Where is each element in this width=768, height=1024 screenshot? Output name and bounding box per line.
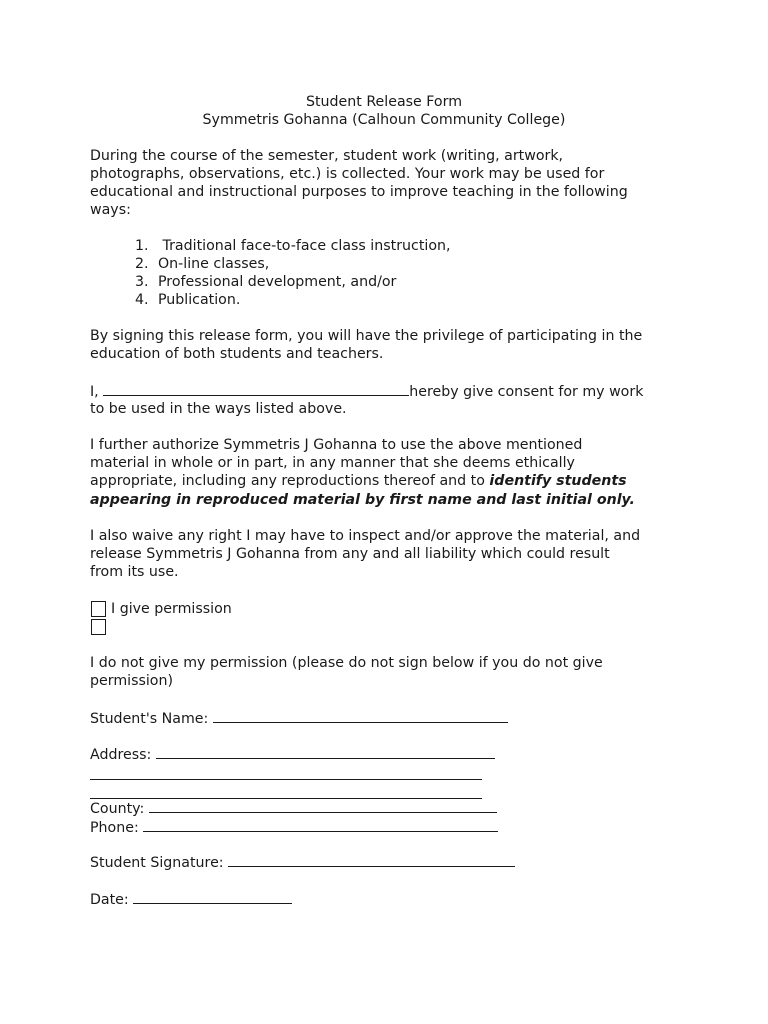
deny-permission-line: I do not give my permission (please do not sign below if you do not give (90, 655, 603, 671)
form-title: Student Release Form (305, 94, 463, 110)
phone-line[interactable] (143, 818, 498, 832)
consent-prefix: I, (90, 384, 99, 400)
signature-label: Student Signature: (90, 855, 229, 871)
authorize-line: material in whole or in part, in any manner that she deems ethically (90, 455, 575, 471)
list-item-text: Professional development, and/or (158, 274, 397, 290)
waive-line: from its use. (90, 564, 179, 580)
privilege-line: By signing this release form, you will have the privilege of participating in the (90, 328, 643, 344)
intro-line: During the course of the semester, student work (writing, artwork, (90, 148, 564, 164)
intro-line: educational and instructional purposes to improve teaching in the following (90, 184, 628, 200)
date-label: Date: (90, 892, 134, 908)
consent-line (90, 382, 643, 401)
date-field (90, 890, 292, 909)
address-field (90, 745, 495, 764)
deny-permission-checkbox[interactable] (91, 619, 106, 635)
list-item-text: On-line classes, (158, 256, 270, 272)
authorize-line: I further authorize Symmetris J Gohanna to use the above mentioned (90, 437, 583, 453)
authorize-text: appropriate, including any reproductions thereof and to (90, 473, 490, 489)
signature-line[interactable] (228, 853, 515, 867)
address-line-2[interactable] (90, 779, 482, 780)
intro-line: ways: (90, 202, 131, 218)
county-field (90, 799, 497, 818)
consent-line: to be used in the ways listed above. (90, 401, 347, 417)
address-line[interactable] (156, 745, 495, 759)
deny-permission-line: permission) (90, 673, 174, 689)
phone-label: Phone: (90, 820, 144, 836)
date-line[interactable] (133, 890, 292, 904)
authorize-line (90, 472, 627, 490)
waive-line: release Symmetris J Gohanna from any and all liability which could result (90, 546, 610, 562)
privilege-line: education of both students and teachers. (90, 346, 384, 362)
list-item (135, 273, 396, 291)
county-label: County: (90, 801, 149, 817)
form-subtitle: Symmetris Gohanna (Calhoun Community College) (202, 112, 566, 128)
address-label: Address: (90, 747, 156, 763)
student-name-label: Student's Name: (90, 711, 213, 727)
intro-line: photographs, observations, etc.) is collected. Your work may be used for (90, 166, 605, 182)
name-blank-line[interactable] (103, 382, 409, 396)
list-item-text: Traditional face-to-face class instruction, (158, 238, 451, 254)
list-item-number: 2. (135, 256, 149, 272)
authorize-emphasis: appearing in reproduced material by first name and last initial only. (90, 492, 635, 508)
give-permission-checkbox[interactable] (91, 601, 106, 617)
student-name-field (90, 709, 508, 728)
student-name-line[interactable] (213, 709, 508, 723)
consent-suffix: hereby give consent for my work (409, 384, 644, 400)
authorize-emphasis: identify students (489, 473, 627, 489)
phone-field (90, 818, 498, 837)
list-item (135, 237, 451, 255)
list-item (135, 291, 240, 309)
list-item (135, 255, 269, 273)
signature-field (90, 853, 515, 872)
list-item-number: 3. (135, 274, 149, 290)
give-permission-label: I give permission (111, 601, 232, 617)
list-item-number: 4. (135, 292, 149, 308)
county-line[interactable] (149, 799, 497, 813)
waive-line: I also waive any right I may have to inspect and/or approve the material, and (90, 528, 641, 544)
list-item-text: Publication. (158, 292, 241, 308)
list-item-number: 1. (135, 238, 149, 254)
